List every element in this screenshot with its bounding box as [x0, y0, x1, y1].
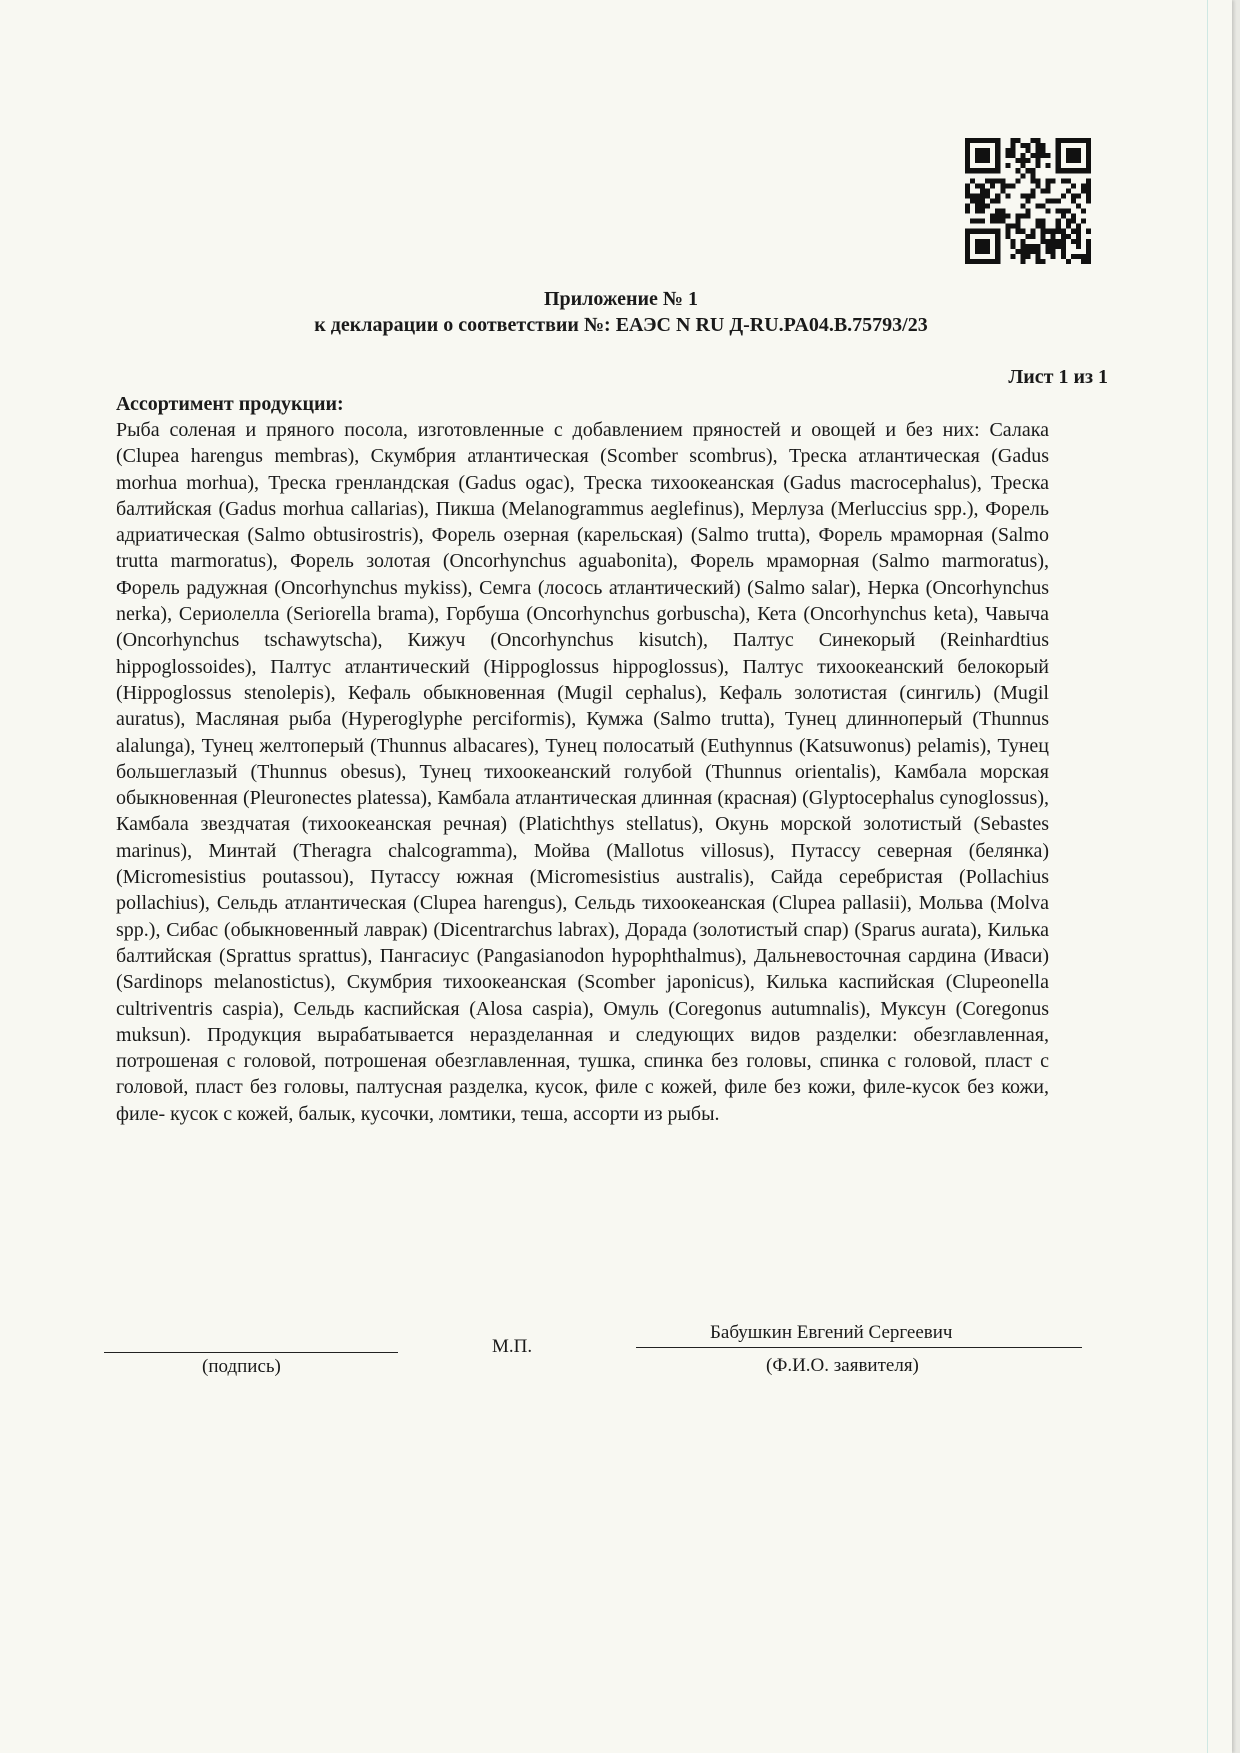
sheet-counter: Лист 1 из 1	[1008, 366, 1108, 388]
applicant-label: (Ф.И.О. заявителя)	[766, 1355, 919, 1376]
signature-label: (подпись)	[202, 1356, 281, 1377]
declaration-reference: к декларации о соответствии №: ЕАЭС N RU Д-RU.PA04.B.75793/23	[314, 314, 928, 336]
applicant-line	[636, 1347, 1082, 1348]
appendix-title: Приложение № 1	[543, 288, 699, 310]
signature-line	[104, 1352, 398, 1353]
product-assortment-text: Рыба соленая и пряного посола, изготовленные с добавлением пряностей и овощей и без них: Салака (Clupea harengus membras), Скумбрия атлантическая (Scomber scombrus), Треска атлантическая (Gadus morhua morhua), Треска гренландская (Gadus ogac), Треска тихоокеанская (Gadus macrocephalus), Треска балтийская (Gadus morhua callarias), Пикша (Melanogrammus aeglefinus), Мерлуза (Merluccius spp.), Форель адриатическая (Salmo obtusirostris), Форель озерная (карельская) (Salmo trutta), Форель мраморная (Salmo trutta marmoratus), Форель золотая (Oncorhynchus aguabonita), Форель мраморная (Salmo marmoratus), Форель радужная (Oncorhynchus mykiss), Семга (лосось атлантический) (Salmo salar), Нерка (Oncorhynchus nerka), Сериолелла (Seriorella brama), Горбуша (Oncorhynchus gorbuscha), Кета (Oncorhynchus keta), Чавыча (Oncorhynchus tschawytscha), Кижуч (Oncorhynchus kisutch), Палтус Синекорый (Reinhardtius hippoglossoides), Палтус атлантический (Hippoglossus hippoglossus), Палтус тихоокеанский белокорый (Hippoglossus stenolepis), Кефаль обыкновенная (Mugil cephalus), Кефаль золотистая (сингиль) (Mugil auratus), Масляная рыба (Hyperoglyphe perciformis), Кумжа (Salmo trutta), Тунец длинноперый (Thunnus alalunga), Тунец желтоперый (Thunnus albacares), Тунец полосатый (Euthynnus (Katsuwonus) pelamis), Тунец большеглазый (Thunnus obesus), Тунец тихоокеанский голубой (Thunnus orientalis), Камбала морская обыкновенная (Pleuronectes platessa), Камбала атлантическая длинная (красная) (Glyptocephalus cynoglossus), Камбала звездчатая (тихоокеанская речная) (Platichthys stellatus), Окунь морской золотистый (Sebastes marinus), Минтай (Theragra chalcogramma), Мойва (Mallotus villosus), Путассу северная (белянка) (Micromesistius poutassou), Путассу южная (Micromesistius australis), Сайда серебристая (Pollachius pollachius), Сельдь атлантическая (Clupea harengus), Сельдь тихоокеанская (Clupea pallasii), Мольва (Molva spp.), Сибас (обыкновенный лаврак) (Dicentrarchus labrax), Дорада (золотистый спар) (Sparus aurata), Килька балтийская (Sprattus sprattus), Пангасиус (Pangasianodon hypophthalmus), Дальневосточная сардина (Иваси) (Sardinops melanostictus), Скумбрия тихоокеанская (Scomber japonicus), Килька каспийская (Clupeonella cultriventris caspia), Сельдь каспийская (Alosa caspia), Омуль (Coregonus autumnalis), Муксун (Coregonus muksun). Продукция вырабатывается неразделанная и следующих видов разделки: обезглавленная, потрошеная с головой, потрошеная обезглавленная, тушка, спинка без головы, спинка с головой, пласт с головой, пласт без головы, палтусная разделка, кусок, филе с кожей, филе без кожи, филе-кусок без кожи, филе- кусок с кожей, балык, кусочки, ломтики, теша, ассорти из рыбы.	[116, 419, 1049, 1125]
page-edge-line	[1207, 0, 1208, 1753]
qr-code-icon	[965, 138, 1091, 264]
section-title: Ассортимент продукции:	[116, 393, 344, 415]
applicant-name: Бабушкин Евгений Сергеевич	[710, 1322, 953, 1343]
stamp-place-label: М.П.	[492, 1336, 533, 1357]
